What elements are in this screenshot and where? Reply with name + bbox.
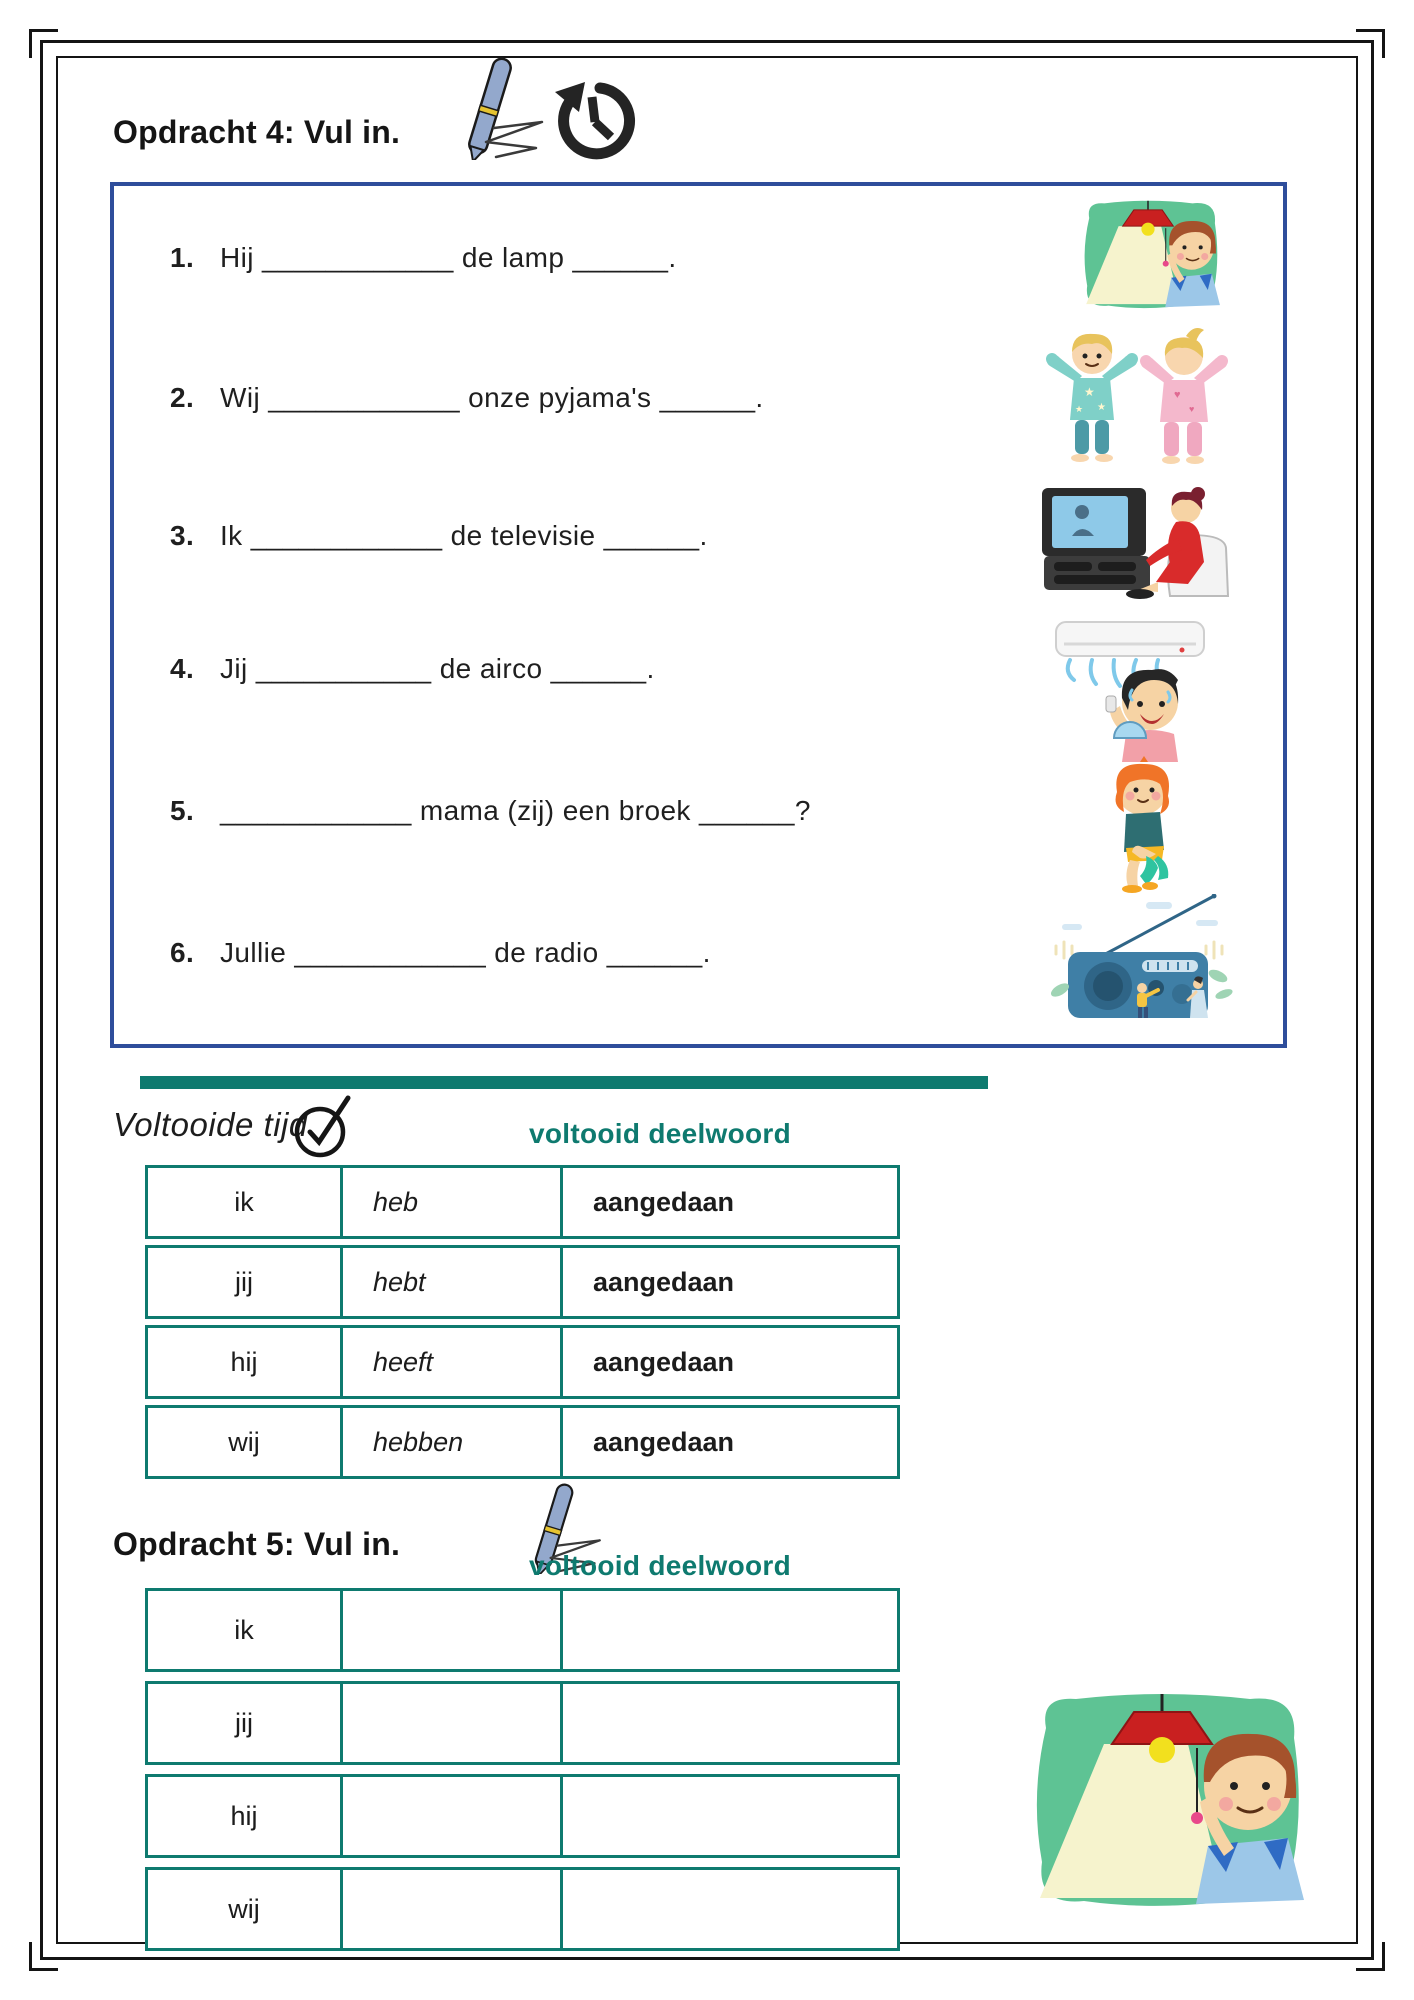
people-with-radio-illustration: [1046, 894, 1234, 1022]
sentence-number: 2.: [170, 382, 195, 413]
verb-input-cell[interactable]: [340, 1777, 560, 1855]
frame-corner: [29, 1942, 58, 1971]
boy-turning-on-lamp-illustration: [1072, 196, 1224, 314]
frame-corner: [1356, 29, 1385, 58]
table-row: [145, 1405, 900, 1479]
pronoun-cell: ik: [234, 1614, 254, 1645]
sentence-1: [170, 242, 677, 274]
sentence-4: [170, 653, 655, 685]
verb-cell: heeft: [340, 1328, 560, 1396]
verb-input-cell[interactable]: [340, 1591, 560, 1669]
verb-cell: heb: [340, 1168, 560, 1236]
table-row: [145, 1867, 900, 1951]
participle-cell: aangedaan: [560, 1168, 897, 1236]
pen-icon: [424, 56, 549, 160]
pronoun-cell: hij: [230, 1800, 258, 1831]
sentence-number: 3.: [170, 520, 195, 551]
participle-input-cell[interactable]: [560, 1684, 897, 1762]
exercise4-title: Opdracht 4: Vul in.: [113, 114, 401, 150]
participle-cell: aangedaan: [560, 1248, 897, 1316]
frame-corner: [1356, 1942, 1385, 1971]
svg-text:♥: ♥: [1189, 404, 1195, 414]
sentence-number: 1.: [170, 242, 195, 273]
participle-input-cell[interactable]: [560, 1591, 897, 1669]
voltooid-deelwoord-heading-1: voltooid deelwoord: [528, 1118, 792, 1149]
sentence-2: [170, 382, 764, 414]
svg-text:★: ★: [1084, 385, 1095, 399]
boy-under-airco-illustration: [1048, 618, 1212, 764]
svg-text:♥: ♥: [1174, 389, 1181, 401]
table-row: [145, 1588, 900, 1672]
verb-cell: hebt: [340, 1248, 560, 1316]
participle-input-cell[interactable]: [560, 1870, 897, 1948]
table-row: [145, 1681, 900, 1765]
sentence-text: Jullie ____________ de radio ______.: [220, 937, 711, 968]
sentence-6: [170, 937, 711, 969]
svg-text:★: ★: [1097, 402, 1106, 413]
verb-input-cell[interactable]: [340, 1870, 560, 1948]
exercise5-title: Opdracht 5: Vul in.: [113, 1526, 401, 1562]
pronoun-cell: hij: [230, 1346, 258, 1377]
participle-cell: aangedaan: [560, 1328, 897, 1396]
table-row: [145, 1245, 900, 1319]
participle-cell: aangedaan: [560, 1408, 897, 1476]
sentence-text: Ik ____________ de televisie ______.: [220, 520, 708, 551]
sentence-text: ____________ mama (zij) een broek ______?: [220, 795, 811, 826]
sentence-number: 6.: [170, 937, 195, 968]
check-circle-icon: [292, 1094, 354, 1160]
sentence-5: [170, 795, 811, 827]
svg-text:★: ★: [1075, 404, 1084, 414]
pronoun-cell: jij: [235, 1266, 253, 1297]
boy-turning-on-lamp-illustration-large: [1012, 1686, 1312, 1916]
voltooide-tijd-label: Voltooide tijd: [113, 1106, 308, 1143]
voltooid-deelwoord-heading-2: voltooid deelwoord: [528, 1550, 792, 1581]
sentence-3: [170, 520, 708, 552]
table-row: [145, 1165, 900, 1239]
verb-cell: hebben: [340, 1408, 560, 1476]
table-row: [145, 1325, 900, 1399]
sentence-number: 5.: [170, 795, 195, 826]
participle-input-cell[interactable]: [560, 1777, 897, 1855]
girl-putting-on-trousers-illustration: [1082, 756, 1208, 894]
sentence-number: 4.: [170, 653, 195, 684]
history-icon: [543, 68, 643, 168]
frame-corner: [29, 29, 58, 58]
sentence-text: Wij ____________ onze pyjama's ______.: [220, 382, 764, 413]
pronoun-cell: wij: [228, 1893, 260, 1924]
kids-putting-on-pyjamas-illustration: [1042, 328, 1228, 464]
woman-watching-television-illustration: [1038, 478, 1234, 604]
verb-input-cell[interactable]: [340, 1684, 560, 1762]
sentence-text: Jij ___________ de airco ______.: [220, 653, 655, 684]
pronoun-cell: ik: [234, 1186, 254, 1217]
section-divider: [140, 1076, 988, 1089]
pronoun-cell: jij: [235, 1707, 253, 1738]
pronoun-cell: wij: [228, 1426, 260, 1457]
sentence-text: Hij ____________ de lamp ______.: [220, 242, 677, 273]
table-row: [145, 1774, 900, 1858]
